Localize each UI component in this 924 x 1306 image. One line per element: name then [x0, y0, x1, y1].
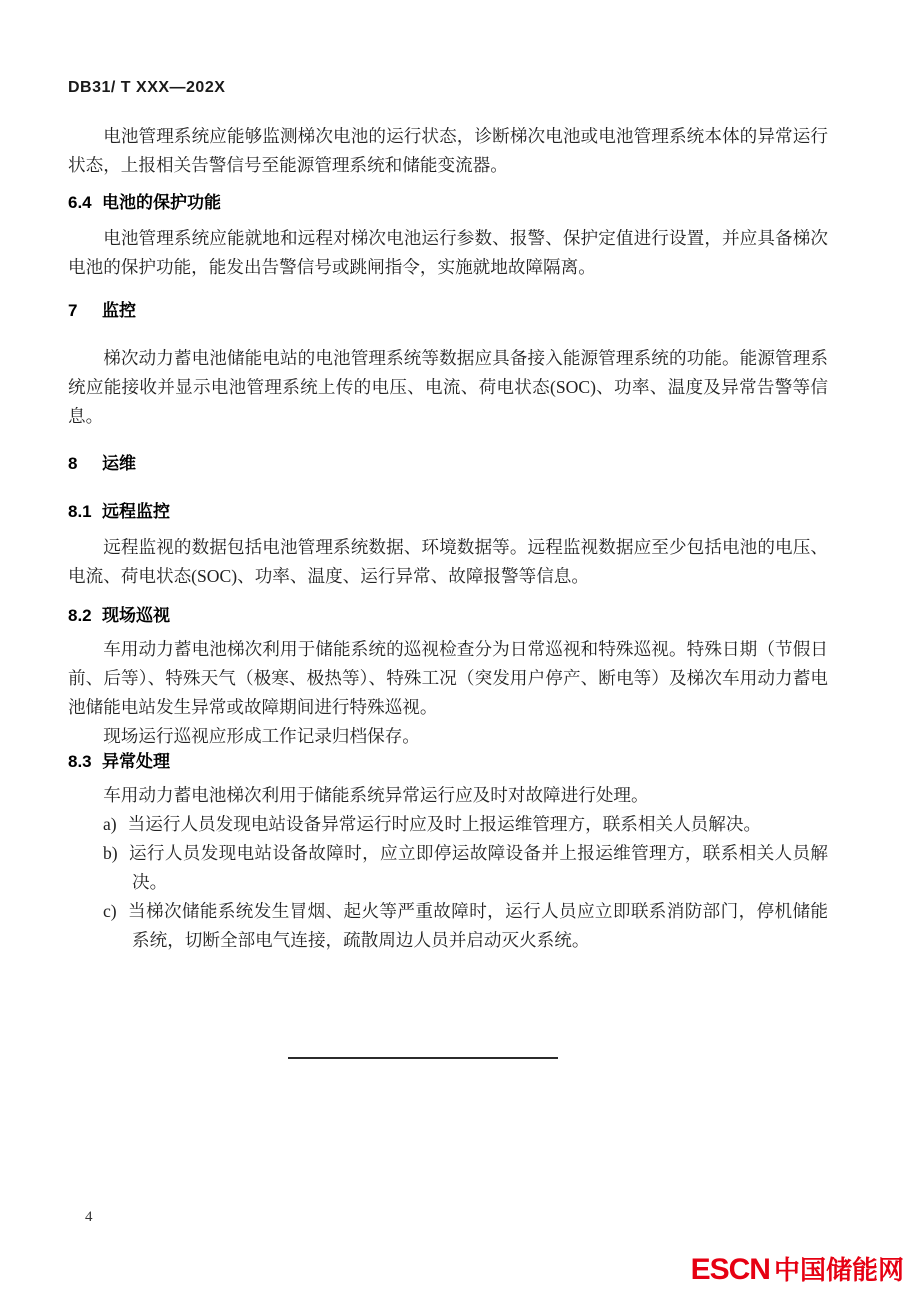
end-of-text-rule	[288, 1057, 558, 1059]
section-number: 8.3	[68, 752, 92, 771]
escn-logo-latin: ESCN	[690, 1253, 770, 1286]
section-6-4-paragraph: 电池管理系统应能就地和远程对梯次电池运行参数、报警、保护定值进行设置，并应具备梯次电池的保护功能，能发出告警信号或跳闸指令，实施就地故障隔离。	[68, 228, 828, 277]
section-number: 7	[68, 301, 78, 320]
list-item	[68, 839, 828, 897]
section-number: 8	[68, 454, 78, 473]
intro-paragraph: 电池管理系统应能够监测梯次电池的运行状态，诊断梯次电池或电池管理系统本体的异常运行状态，上报相关告警信号至能源管理系统和储能变流器。	[68, 126, 828, 175]
section-heading-6-4	[68, 192, 828, 214]
section-7-paragraph: 梯次动力蓄电池储能电站的电池管理系统等数据应具备接入能源管理系统的功能。能源管理系统应能接收并显示电池管理系统上传的电压、电流、荷电状态(SOC)、功率、温度及异常告警等信息。	[68, 348, 828, 426]
section-8-1-paragraph: 远程监视的数据包括电池管理系统数据、环境数据等。远程监视数据应至少包括电池的电压、电流、荷电状态(SOC)、功率、温度、运行异常、故障报警等信息。	[68, 537, 828, 586]
list-item-marker: b)	[103, 843, 118, 863]
section-title: 现场巡视	[102, 606, 170, 625]
section-title: 电池的保护功能	[102, 193, 221, 212]
list-item-marker: c)	[103, 901, 117, 921]
document-content	[68, 0, 828, 1059]
section-title: 监控	[102, 301, 136, 320]
section-8-2-paragraph-2: 现场运行巡视应形成工作记录归档保存。	[103, 726, 420, 746]
list-item-marker: a)	[103, 814, 117, 834]
list-item	[68, 897, 828, 955]
list-item-text: 当梯次储能系统发生冒烟、起火等严重故障时，运行人员应立即联系消防部门，停机储能系统，切断全部电气连接，疏散周边人员并启动灭火系统。	[127, 901, 828, 950]
list-item-text: 运行人员发现电站设备故障时，应立即停运故障设备并上报运维管理方，联系相关人员解决。	[128, 843, 828, 892]
section-heading-8-3	[68, 751, 828, 773]
page-number: 4	[85, 1209, 93, 1225]
section-number: 6.4	[68, 193, 92, 212]
section-8-3-paragraph: 车用动力蓄电池梯次利用于储能系统异常运行应及时对故障进行处理。	[103, 785, 649, 805]
section-8-2-paragraph: 车用动力蓄电池梯次利用于储能系统的巡视检查分为日常巡视和特殊巡视。特殊日期（节假日前、后等）、特殊天气（极寒、极热等）、特殊工况（突发用户停产、断电等）及梯次车用动力蓄电池储能电站发生异常或故障期间进行特殊巡视。	[68, 639, 828, 717]
escn-logo	[691, 1250, 904, 1287]
section-heading-8-2	[68, 605, 828, 627]
section-heading-8	[68, 453, 828, 475]
list-item	[68, 810, 828, 839]
section-number: 8.2	[68, 606, 92, 625]
section-title: 远程监控	[102, 502, 170, 521]
section-number: 8.1	[68, 502, 92, 521]
running-header: DB31/ T XXX—202X	[68, 79, 226, 96]
section-title: 运维	[102, 454, 136, 473]
section-heading-7	[68, 300, 828, 322]
list-item-text: 当运行人员发现电站设备异常运行时应及时上报运维管理方，联系相关人员解决。	[127, 814, 762, 834]
section-heading-8-1	[68, 501, 828, 523]
section-title: 异常处理	[102, 752, 170, 771]
escn-logo-chinese: 中国储能网	[773, 1255, 904, 1285]
